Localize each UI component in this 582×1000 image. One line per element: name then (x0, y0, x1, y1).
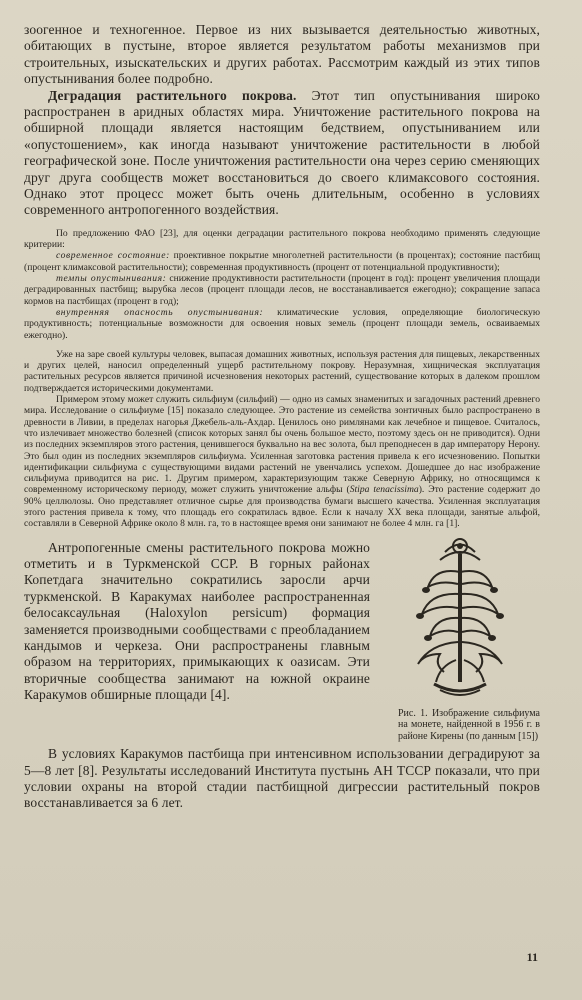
criterion-text: снижение продуктивности растительности (процент в год): процент увеличения площади деградированных пастбищ; вырубка лесов (процент площади лесов, не восстанавливается ежегодно); сокращение запаса кормов на пастбищах (процент в год); (24, 273, 540, 307)
criterion-current-state (24, 250, 540, 273)
section-heading: Деградация растительного покрова. (48, 87, 297, 103)
fao-criteria-intro: По предложению ФАО [23], для оценки деградации растительного покрова необходимо применять следующие критерии: (24, 227, 540, 251)
turkmen-text: Антропогенные смены растительного покрова можно отметить и в Туркменской ССР. В горных районах Копетдага значительно сократились заросли арчи туркменской. В Каракумах наиболее распространенная белосаксаульная ( (24, 539, 370, 621)
figure-silphium (380, 532, 540, 743)
paragraph-vegetation-degradation (24, 88, 540, 219)
criterion-internal-danger (24, 307, 540, 341)
page-number: 11 (526, 950, 538, 964)
criterion-text: проективное покрытие многолетней растительности (в процентах); состояние пастбищ (процент климаксовой растительности); современная продуктивность (процент от потенциальной продуктивности); (24, 250, 541, 273)
criterion-label: внутренняя опасность опустынивания: (56, 306, 264, 318)
paragraph-intro: зоогенное и техногенное. Первое из них вызывается деятельностью животных, обитающих в пустыне, второе является результатом работы механизмов при строительных, изыскательских и других работах. Рассмотрим каждый из этих типов опустынивания более подробно. (24, 22, 540, 87)
figure-text-wrap (24, 394, 540, 746)
paragraph-text: Этот тип опустынивания широко распространен в аридных областях мира. Уничтожение растительного покрова на обширной площади является настоящим бедствием, опустыниванием или «опустошением», как иногда называют уничтожение растительности в любой географической зоне. После уничтожения растительности она через серию сменяющих друг друга сообществ может восстановиться до своего климаксового состояния. Однако этот процесс может быть очень длительным, особенно в условиях современного антропогенного воздействия. (24, 87, 540, 218)
paragraph-karakum-pastures: В условиях Каракумов пастбища при интенсивном использовании деградируют за 5—8 лет [8]. Результаты исследований Института пустынь АН ТССР показали, что при условии охраны на второй стадии пастбищной дигрессии растительный покров восстанавливается за 6 лет. (24, 746, 540, 811)
criterion-label: современное состояние: (56, 250, 170, 262)
paragraph-human-impact: Уже на заре своей культуры человек, выпасая домашних животных, используя растения для пищевых, лекарственных и других целей, наносил определенный ущерб растительному покрову. Неразумная, хищническая эксплуатация растительных ресурсов является причиной исчезновения некоторых растений, существование которых в далеком прошлом подтверждается историческими документами. (24, 348, 540, 394)
paragraph-silphium (24, 394, 540, 530)
criterion-desertification-rate (24, 273, 540, 307)
criterion-text: климатические условия, определяющие биологическую продуктивность; потенциальные возможности для освоения новых земель (процент площади земель, осваиваемых ежегодно). (24, 306, 540, 341)
species-name: Stipa tenacissima (349, 484, 419, 496)
species-name: Haloxylon persicum (149, 605, 283, 621)
silphium-text: Примером этому может служить сильфиум (сильфий) — одно из самых знаменитых и загадочных растений древнего мира. Исследование о сильфиуме [15] показало следующее. Это растение из семейства зонтичных было распространено в древности в Ливии, в пределах нагорья Джебель-аль-Ахдар. Ценилось оно римлянами как лечебное и пищевое. Считалось, что излечивает множество болезней (список которых занял бы очень большое место, поэтому здесь он не приводится). Одни из последних экземпляров этого растения, ценившегося буквально на вес золота, был преподнесен в дар императору Нерону. Это был один из последних экземпляров сильфиума. Усиленная заготовка растения привела к его исчезновению. Попытки идентификации сильфиума с существующими видами растений не увенчались успехом. Дошедшее до нас изображение сильфиума приводится на рис. 1. Другим примером, характеризующим также Северную Африку, но относящимся к современному историческому периоду, может служить уничтожение альфы ( (24, 394, 540, 496)
turkmen-text-end: ) формация заменяется производными сообществами с преобладанием кандымов и черкеза. Они распространены главным образом на территориях, примыкающих к оазисам. Эти вторичные сообщества занимают на южной окраине Каракумов обширные площади [4]. (24, 605, 370, 703)
silphium-coin-image (400, 532, 520, 702)
silphium-text-end: ). Это растение содержит до 90% целлюлозы. Оно представляет отличное сырье для производства бумаги высшего качества. Усиленная эксплуатация этого растения привела к тому, что площадь его сократилась вдвое. Если к началу XX века площади, занятые альфой, составляли в Северной Африке около 8 млн. га, то в настоящее время они занимают не более 4 млн. га [1]. (24, 484, 540, 530)
criterion-label: темпы опустынивания: (56, 273, 167, 285)
figure-caption: Рис. 1. Изображение сильфиума на монете, найденной в 1956 г. в районе Кирены (по данным [15]) (398, 707, 540, 742)
